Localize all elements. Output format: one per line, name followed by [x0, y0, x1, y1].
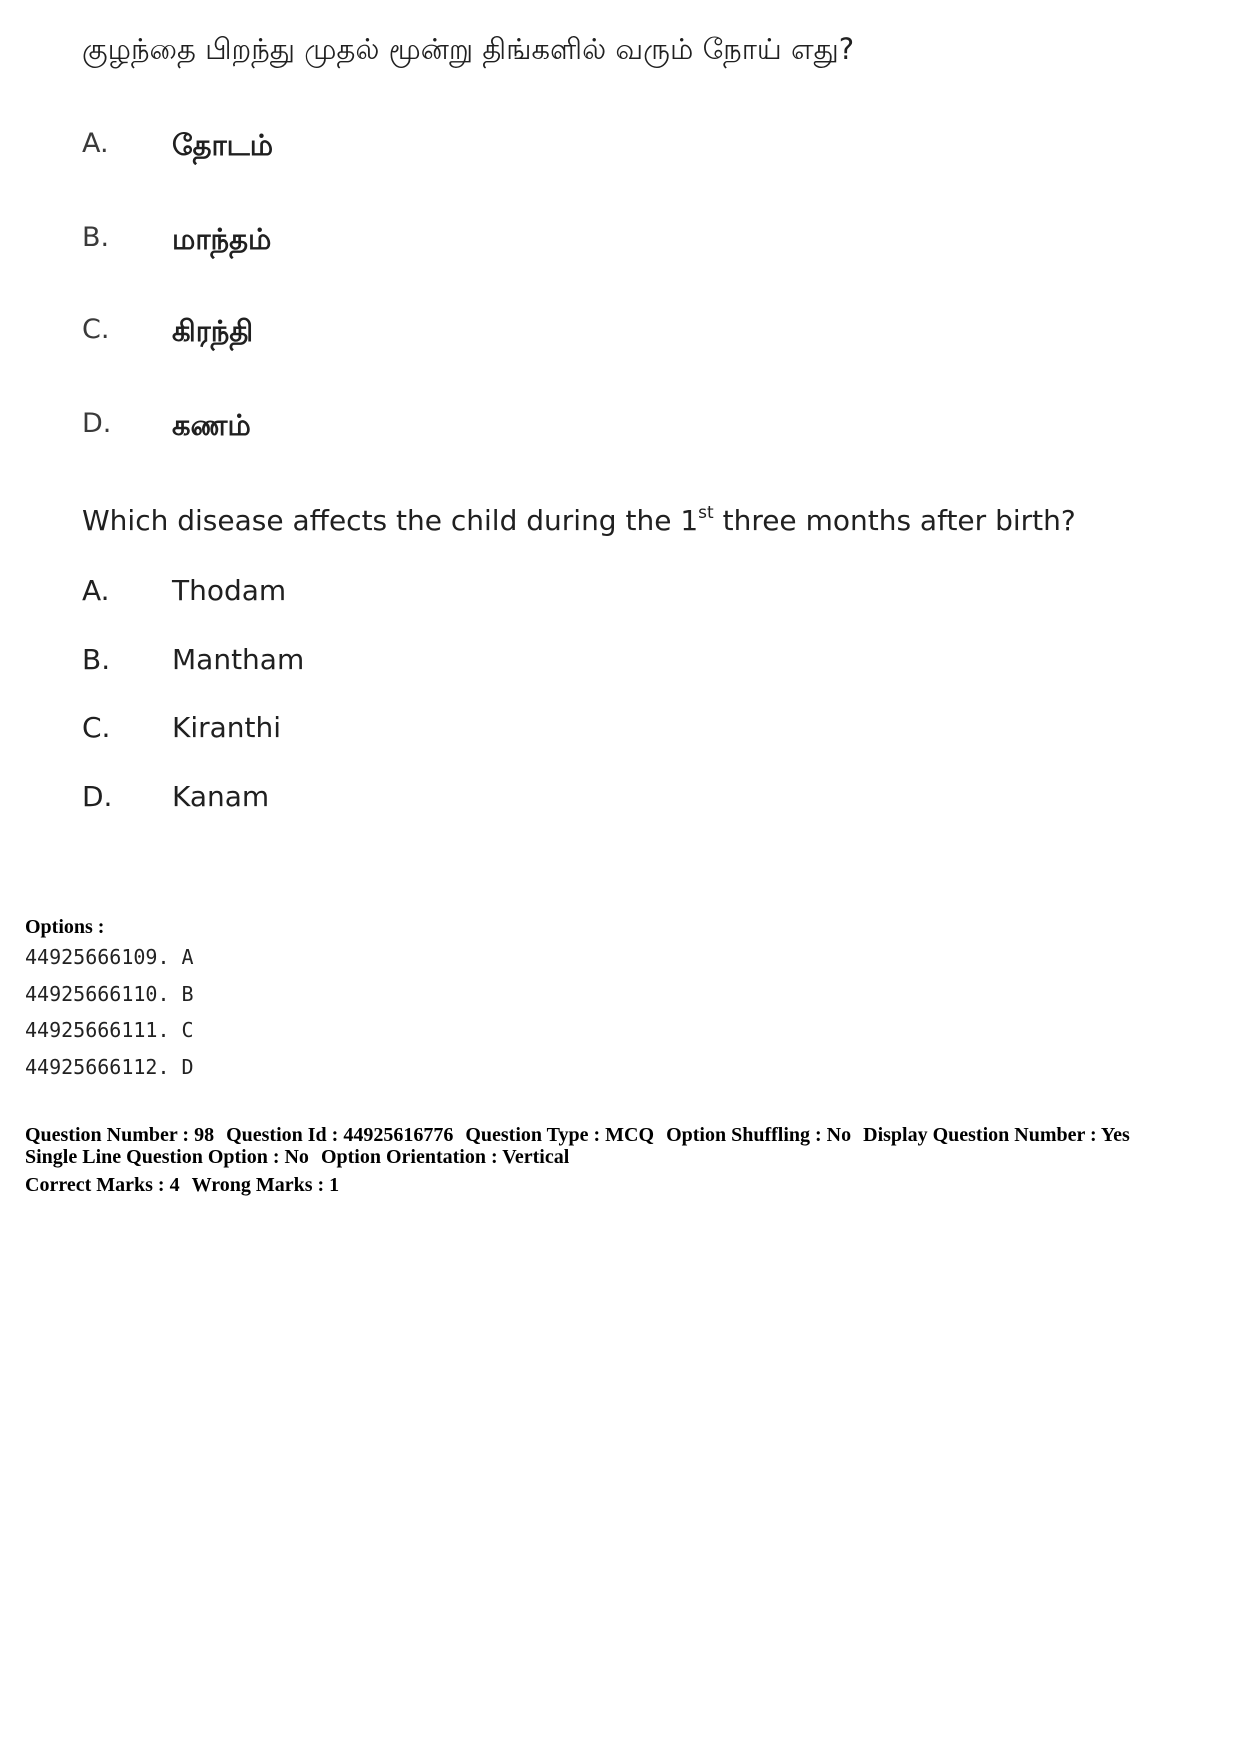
single-line-option: Single Line Question Option : No: [25, 1146, 309, 1168]
options-heading: Options :: [25, 916, 105, 938]
question-meta-line-1: [25, 1124, 1142, 1147]
option-text: கிரந்தி: [172, 314, 254, 348]
question-text-tamil: குழந்தை பிறந்து முதல் மூன்று திங்களில் வரும் நோய் எது?: [82, 32, 855, 66]
option-id-a: 44925666109. A: [25, 945, 194, 969]
option-letter: C.: [82, 711, 111, 744]
option-text: தோடம்: [172, 128, 274, 162]
option-text: Thodam: [172, 574, 287, 607]
option-id-d: 44925666112. D: [25, 1055, 194, 1079]
question-type: Question Type : MCQ: [465, 1124, 655, 1146]
option-letter: A.: [82, 128, 109, 159]
option-text: கணம்: [172, 408, 251, 442]
option-letter: B.: [82, 222, 110, 253]
question-meta-line-3: [25, 1174, 351, 1197]
option-id-c: 44925666111. C: [25, 1018, 194, 1042]
question-number: Question Number : 98: [25, 1124, 215, 1146]
option-text: Kiranthi: [172, 711, 282, 744]
ordinal-suffix: st: [698, 503, 714, 523]
question-text-part: three months after birth?: [713, 504, 1076, 537]
option-text: Mantham: [172, 643, 305, 676]
correct-marks: Correct Marks : 4: [25, 1174, 180, 1196]
option-letter: D.: [82, 780, 113, 813]
option-letter: D.: [82, 408, 112, 439]
question-text-english: [82, 504, 1076, 537]
wrong-marks: Wrong Marks : 1: [191, 1174, 340, 1196]
question-id: Question Id : 44925616776: [226, 1124, 454, 1146]
option-text: மாந்தம்: [172, 222, 272, 256]
option-letter: A.: [82, 574, 110, 607]
question-text-part: Which disease affects the child during the 1: [82, 504, 699, 537]
option-id-b: 44925666110. B: [25, 982, 194, 1006]
option-text: Kanam: [172, 780, 270, 813]
option-orientation: Option Orientation : Vertical: [320, 1146, 570, 1168]
question-meta-line-2: [25, 1146, 581, 1169]
option-letter: B.: [82, 643, 111, 676]
option-shuffling: Option Shuffling : No: [666, 1124, 852, 1146]
display-question-number: Display Question Number : Yes: [863, 1124, 1130, 1146]
option-letter: C.: [82, 314, 110, 345]
